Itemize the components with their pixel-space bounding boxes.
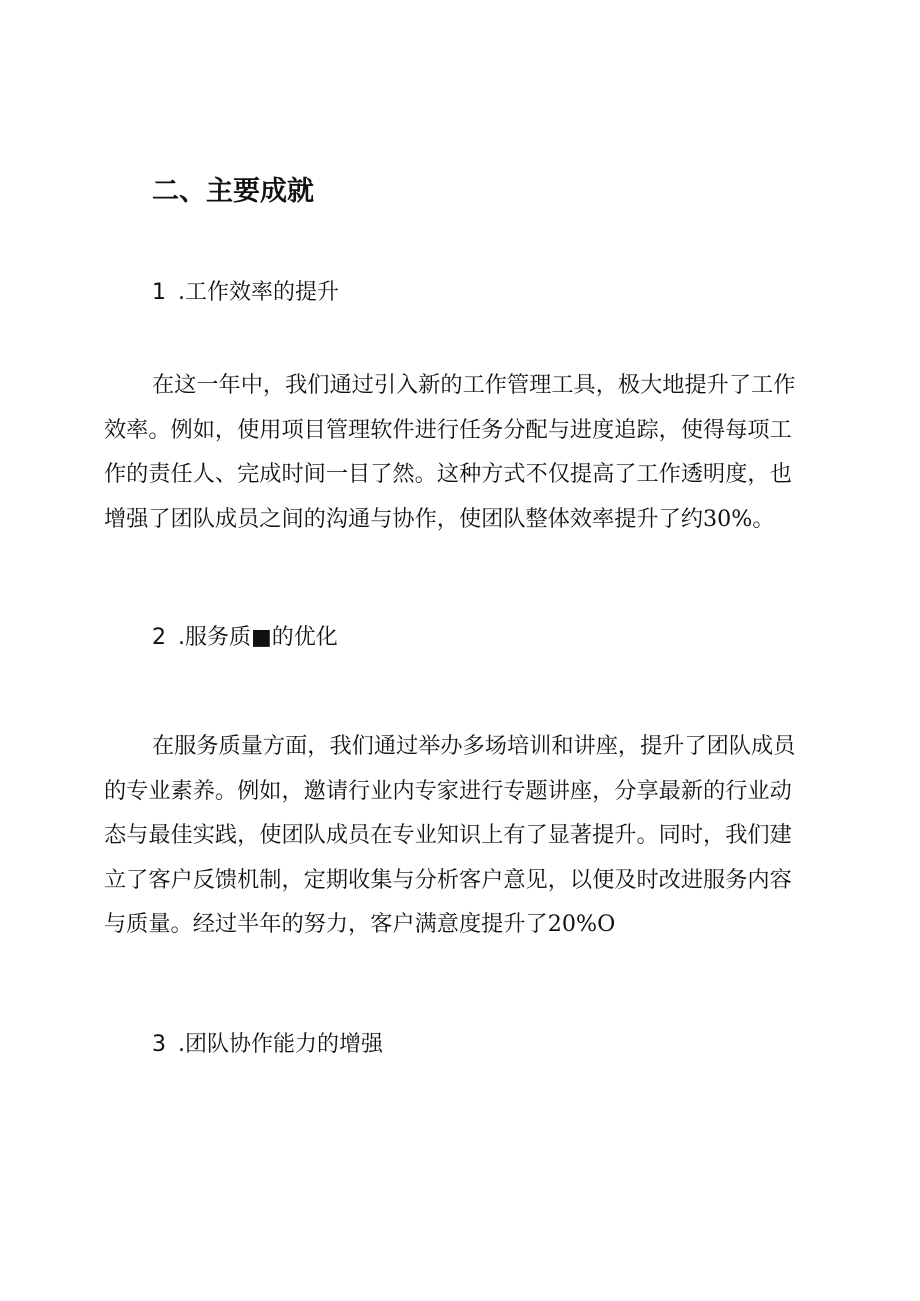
paragraph-line: 态与最佳实践，使团队成员在专业知识上有了显著提升。同时，我们建 [104, 822, 792, 848]
subheading-team-collaboration [152, 1030, 383, 1060]
paragraph-line: 在这一年中，我们通过引入新的工作管理工具，极大地提升了工作 [152, 372, 796, 398]
paragraph-line: 增强了团队成员之间的沟通与协作，使团队整体效率提升了约30%。 [104, 505, 775, 532]
paragraph-line: 效率。例如，使用项目管理软件进行任务分配与进度追踪，使得每项工 [104, 416, 792, 443]
paragraph-line: 的专业素养。例如，邀请行业内专家进行专题讲座，分享最新的行业动 [104, 777, 792, 804]
subheading-number: 1 [152, 280, 166, 305]
paragraph-work-efficiency [104, 363, 820, 541]
subheading-title: .团队协作能力的增强 [178, 1032, 383, 1057]
subheading-number: 3 [152, 1032, 166, 1057]
subheading-title: .工作效率的提升 [178, 280, 339, 305]
subheading-title: .服务质■的优化 [178, 625, 338, 650]
paragraph-line: 立了客户反馈机制，定期收集与分析客户意见，以便及时改进服务内容 [104, 866, 792, 893]
paragraph-line: 与质量。经过半年的努力，客户满意度提升了20%O [104, 911, 616, 937]
subheading-number: 2 [152, 625, 166, 650]
paragraph-service-quality [104, 724, 820, 947]
paragraph-line: 作的责任人、完成时间一目了然。这种方式不仅提高了工作透明度，也 [104, 461, 792, 487]
subheading-work-efficiency [152, 278, 339, 308]
section-heading: 二、主要成就 [152, 176, 314, 207]
paragraph-line: 在服务质量方面，我们通过举办多场培训和讲座，提升了团队成员 [152, 733, 796, 759]
subheading-service-quality [152, 623, 338, 653]
